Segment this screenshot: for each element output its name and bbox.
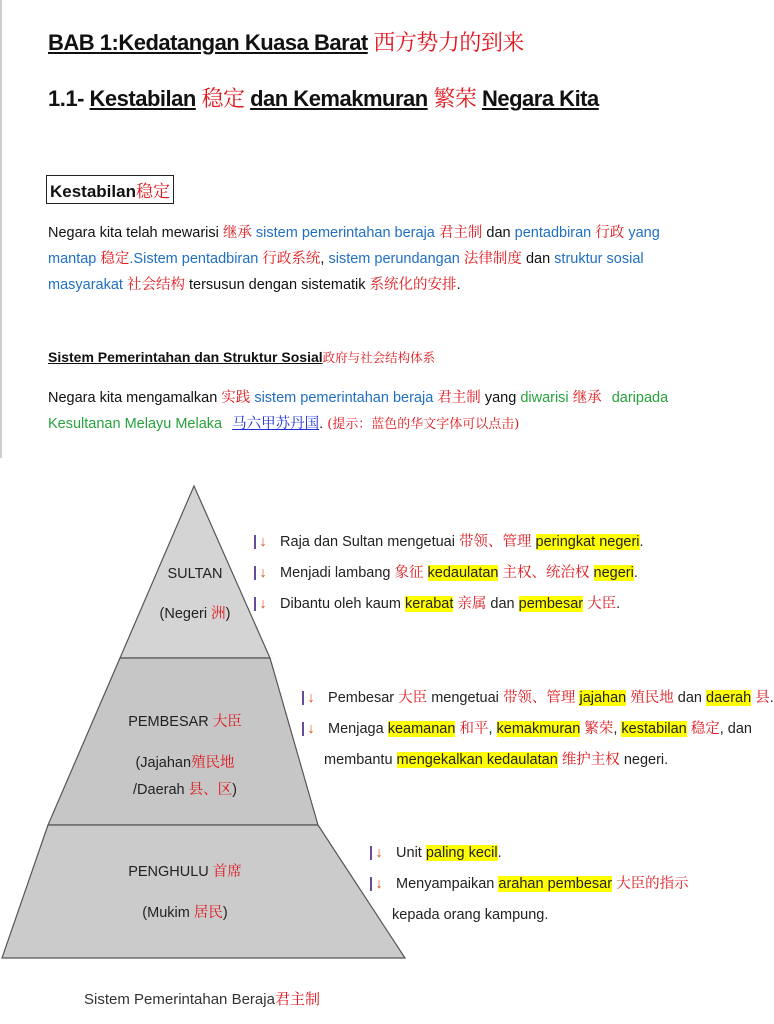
text: kepada orang kampung. xyxy=(392,907,549,923)
text: Negara kita mengamalkan xyxy=(48,390,218,406)
blue-text: mantap xyxy=(48,251,97,267)
green-text: Kesultanan Melayu Melaka xyxy=(48,416,223,432)
highlight-text: jajahan xyxy=(579,690,627,706)
text: ) xyxy=(225,606,231,622)
tier-pembesar-label xyxy=(120,710,250,731)
cn-text: 社会结构 xyxy=(126,277,185,293)
cn-text: 实践 xyxy=(221,390,251,406)
penghulu-point-3 xyxy=(370,900,689,931)
text: Pembesar xyxy=(328,690,395,706)
text: Menyampaikan xyxy=(396,876,495,892)
cn-text: 殖民地 xyxy=(630,690,674,706)
subchapter-negara: Negara Kita xyxy=(481,86,599,111)
text: tersusun dengan sistematik xyxy=(189,277,366,293)
text: (Negeri xyxy=(159,606,208,622)
sistem-heading-text: Sistem Pemerintahan dan Struktur Sosial xyxy=(48,349,323,365)
subchapter-kemakmuran-cn: 繁荣 xyxy=(433,87,477,112)
penghulu-point-2 xyxy=(370,869,689,900)
text: . xyxy=(769,690,774,706)
bullet-arrow-icon xyxy=(302,722,318,736)
cn-text: 象征 xyxy=(394,565,424,581)
text: . xyxy=(639,534,644,550)
cn-text: 系统化的安排 xyxy=(369,277,457,293)
sistem-line-2 xyxy=(48,411,668,438)
text: dan xyxy=(490,596,515,612)
text: PENGHULU xyxy=(128,864,209,880)
highlight-text: pembesar xyxy=(518,596,584,612)
highlight-text: kemakmuran xyxy=(496,721,581,737)
sistem-paragraph xyxy=(48,385,668,438)
text: . xyxy=(319,416,324,432)
cn-text: 亲属 xyxy=(457,596,487,612)
highlight-text: keamanan xyxy=(387,721,456,737)
subchapter-kemakmuran: dan Kemakmuran xyxy=(250,86,428,111)
caption-text: Sistem Pemerintahan Beraja xyxy=(84,991,275,1008)
kestabilan-line-3 xyxy=(48,272,660,298)
cn-text: 和平 xyxy=(459,721,489,737)
cn-text: 县 xyxy=(755,690,770,706)
blue-text: pentadbiran xyxy=(514,225,592,241)
text: (Mukim xyxy=(142,905,190,921)
cn-text: 带领、管理 xyxy=(459,534,532,550)
highlight-text: kedaulatan xyxy=(427,565,499,581)
tier-pembesar-sub1 xyxy=(120,751,250,772)
highlight-text: mengekalkan kedaulatan xyxy=(396,752,558,768)
bullet-arrow-icon xyxy=(370,846,386,860)
cn-text: 大臣 xyxy=(398,690,428,706)
text: membantu xyxy=(324,752,393,768)
hint-text: (提示：蓝色的华文字体可以点击) xyxy=(327,417,520,432)
cn-text: 居民 xyxy=(193,905,223,921)
sistem-heading-cn: 政府与社会结构体系 xyxy=(322,350,436,365)
cn-text: 大臣 xyxy=(587,596,617,612)
text: , dan xyxy=(719,721,752,737)
pembesar-point-2 xyxy=(302,714,774,745)
blue-text: .Sistem pentadbiran xyxy=(129,251,259,267)
sultan-point-2 xyxy=(254,558,644,589)
text: dan xyxy=(486,225,511,241)
subchapter-kestabilan-cn: 稳定 xyxy=(201,87,245,112)
cn-text: 县、区 xyxy=(188,782,233,798)
highlight-text: arahan pembesar xyxy=(498,876,613,892)
text: mengetuai xyxy=(431,690,499,706)
tier-penghulu-sub xyxy=(120,901,250,922)
chapter-title-cn: 西方势力的到来 xyxy=(373,31,524,56)
text: /Daerah xyxy=(133,782,185,798)
tier-pembesar xyxy=(120,710,250,799)
text: . xyxy=(633,565,638,581)
text: . xyxy=(616,596,621,612)
chapter-title xyxy=(48,26,524,57)
highlight-text: kerabat xyxy=(404,596,454,612)
tier-sultan xyxy=(140,566,250,623)
bullet-arrow-icon xyxy=(370,877,386,891)
cn-text: 主权、统治权 xyxy=(502,565,590,581)
text: Unit xyxy=(396,845,422,861)
highlight-text: kestabilan xyxy=(621,721,687,737)
bullet-arrow-icon xyxy=(302,691,318,705)
tier-sultan-label: SULTAN xyxy=(167,566,223,582)
subchapter-title xyxy=(48,82,599,113)
cn-text: 大臣 xyxy=(212,714,242,730)
sistem-heading xyxy=(48,348,435,366)
pembesar-points xyxy=(302,683,774,776)
cn-text: 大臣的指示 xyxy=(616,876,689,892)
sultan-points xyxy=(254,527,644,620)
tier-sultan-sub xyxy=(140,602,250,623)
text: , xyxy=(613,721,618,737)
highlight-text: negeri xyxy=(593,565,634,581)
subchapter-kestabilan: Kestabilan xyxy=(89,86,196,111)
green-text: daripada xyxy=(611,390,669,406)
left-border xyxy=(0,0,2,458)
text: PEMBESAR xyxy=(128,714,209,730)
text: Dibantu oleh kaum xyxy=(280,596,401,612)
text: Negara kita telah mewarisi xyxy=(48,225,219,241)
bullet-arrow-icon xyxy=(254,566,270,580)
cn-text: 法律制度 xyxy=(463,251,522,267)
kestabilan-line-2 xyxy=(48,246,660,272)
cn-text: 洲 xyxy=(211,606,226,622)
kestabilan-heading-cn: 稳定 xyxy=(135,182,170,202)
cn-text: 君主制 xyxy=(437,390,481,406)
text: . xyxy=(497,845,502,861)
text: , xyxy=(320,251,325,267)
subchapter-number: 1.1- xyxy=(48,86,84,111)
pembesar-point-1 xyxy=(302,683,774,714)
cn-text: 继承 xyxy=(222,225,252,241)
text: negeri. xyxy=(623,752,669,768)
highlight-text: peringkat negeri xyxy=(535,534,640,550)
green-text: diwarisi xyxy=(520,390,569,406)
diagram-caption xyxy=(84,988,320,1009)
tier-penghulu xyxy=(120,860,250,922)
sultan-point-1 xyxy=(254,527,644,558)
tier-pembesar-sub2 xyxy=(120,778,250,799)
text: Raja dan Sultan mengetuai xyxy=(280,534,455,550)
text: . xyxy=(456,277,461,293)
chapter-title-text: BAB 1:Kedatangan Kuasa Barat xyxy=(48,30,368,55)
penghulu-points xyxy=(370,838,689,931)
cn-text: 行政系统 xyxy=(262,251,321,267)
blue-text: sistem perundangan xyxy=(328,251,460,267)
cn-text: 行政 xyxy=(595,225,625,241)
caption-cn: 君主制 xyxy=(274,990,320,1008)
cn-text: 继承 xyxy=(572,390,602,406)
cn-text: 稳定 xyxy=(690,721,720,737)
kestabilan-paragraph xyxy=(48,220,660,298)
text: Menjadi lambang xyxy=(280,565,391,581)
tier-penghulu-label xyxy=(120,860,250,881)
sultan-point-3 xyxy=(254,589,644,620)
cn-text: 繁荣 xyxy=(584,721,614,737)
text: dan xyxy=(677,690,702,706)
sistem-line-1 xyxy=(48,385,668,411)
cn-text: 带领、管理 xyxy=(502,690,576,706)
blue-text: yang xyxy=(628,225,660,241)
text: ) xyxy=(232,782,237,798)
melaka-link[interactable]: 马六甲苏丹国 xyxy=(232,416,320,432)
kestabilan-heading xyxy=(46,175,174,204)
text: Menjaga xyxy=(328,721,384,737)
text: (Jajahan xyxy=(135,755,192,771)
blue-text: sistem pemerintahan beraja xyxy=(254,390,434,406)
text: ) xyxy=(222,905,228,921)
pembesar-point-3 xyxy=(302,745,774,776)
bullet-arrow-icon xyxy=(254,597,270,611)
blue-text: masyarakat xyxy=(48,277,123,293)
highlight-text: paling kecil xyxy=(425,845,498,861)
kestabilan-heading-text: Kestabilan xyxy=(50,182,136,201)
blue-text: sistem pemerintahan beraja xyxy=(255,225,435,241)
kestabilan-line-1 xyxy=(48,220,660,246)
cn-text: 殖民地 xyxy=(191,755,235,771)
cn-text: 稳定 xyxy=(100,251,130,267)
blue-text: struktur sosial xyxy=(554,251,644,267)
cn-text: 维护主权 xyxy=(561,752,620,768)
highlight-text: daerah xyxy=(706,690,752,706)
penghulu-point-1 xyxy=(370,838,689,869)
cn-text: 首席 xyxy=(212,864,242,880)
text: yang xyxy=(484,390,517,406)
text: dan xyxy=(525,251,551,267)
text: , xyxy=(488,721,493,737)
bullet-arrow-icon xyxy=(254,535,270,549)
cn-text: 君主制 xyxy=(438,225,483,241)
